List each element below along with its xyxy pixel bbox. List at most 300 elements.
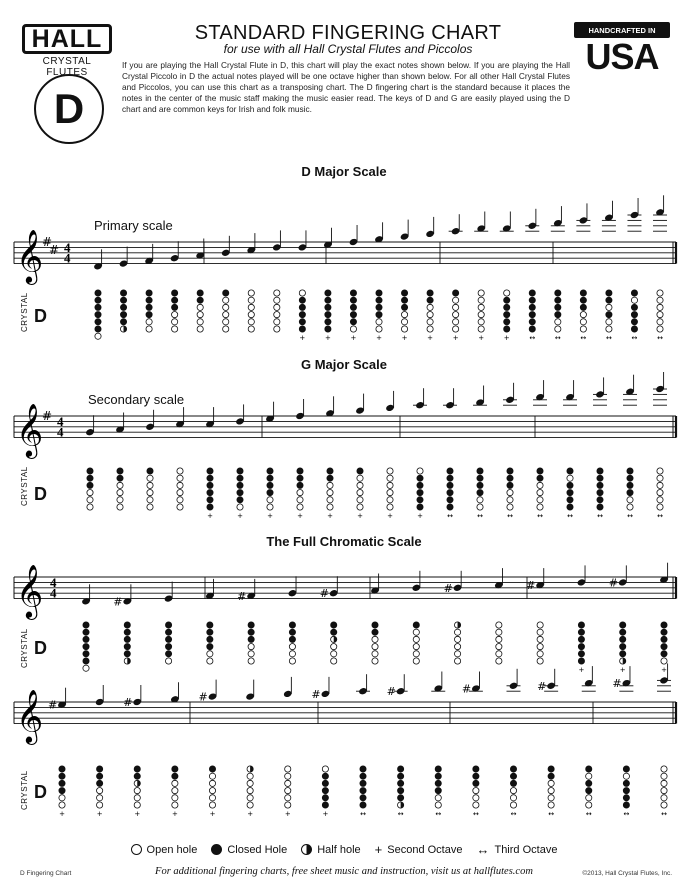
open-hole [285,773,291,779]
sharp-accidental: # [443,581,453,595]
closed-hole [207,482,213,488]
legend-third-label: Third Octave [494,843,558,856]
row-label-crystal: CRYSTAL [20,628,29,668]
open-hole [247,773,253,779]
footer-copyright: ©2013, Hall Crystal Flutes, Inc. [582,870,672,877]
closed-hole [620,629,626,635]
closed-hole [578,651,584,657]
key-letter: D [53,85,85,132]
third-octave-mark: ↔ [580,334,587,342]
open-hole [387,482,393,488]
closed-hole [357,468,363,474]
open-hole [537,497,543,503]
closed-hole [124,651,130,657]
third-octave-mark: ↔ [605,334,612,342]
closed-hole [299,297,305,303]
section-title-g-major: G Major Scale [301,357,387,372]
closed-hole [197,290,203,296]
open-hole [413,636,419,642]
open-hole [401,326,407,332]
closed-hole [447,504,453,510]
open-hole [623,773,629,779]
closed-hole [360,788,366,794]
closed-hole [427,290,433,296]
open-hole [147,482,153,488]
closed-hole [427,297,433,303]
closed-hole [360,773,366,779]
closed-hole [95,290,101,296]
third-octave-mark: ↔ [631,334,638,342]
open-hole [427,312,433,318]
open-hole [537,504,543,510]
open-hole [247,780,253,786]
closed-hole [597,482,603,488]
second-octave-mark: + [417,512,423,520]
open-hole [274,312,280,318]
closed-hole [248,629,254,635]
closed-hole [237,497,243,503]
closed-hole [165,629,171,635]
open-hole [567,475,573,481]
open-hole [322,766,328,772]
closed-hole [209,766,215,772]
second-octave-mark: + [207,512,213,520]
key-signature-sharp: # [49,243,60,258]
closed-hole [567,497,573,503]
closed-hole [360,802,366,808]
open-hole [248,651,254,657]
fingering-chromatic-2 [0,764,688,824]
third-octave-mark: ↔ [548,810,555,818]
open-hole [372,636,378,642]
time-signature-bottom: 4 [64,250,71,266]
closed-hole [237,475,243,481]
closed-hole [398,766,404,772]
closed-hole [398,795,404,801]
open-hole [297,497,303,503]
open-hole [606,304,612,310]
open-hole [172,780,178,786]
closed-hole [627,482,633,488]
open-hole [504,290,510,296]
open-hole [357,497,363,503]
closed-hole [473,766,479,772]
open-hole [657,497,663,503]
closed-hole [417,475,423,481]
closed-hole [267,475,273,481]
third-octave-mark: ↔ [510,810,517,818]
closed-hole [117,468,123,474]
open-hole [537,622,543,628]
closed-hole [372,622,378,628]
open-hole [473,788,479,794]
open-hole [496,622,502,628]
closed-hole [207,636,213,642]
closed-hole [623,795,629,801]
half-hole-icon [301,844,312,855]
logo-word: HALL [31,24,103,53]
second-octave-mark: + [503,334,510,342]
open-hole [207,651,213,657]
closed-hole [124,636,130,642]
open-hole [289,658,295,664]
closed-hole [507,475,513,481]
open-hole [537,644,543,650]
time-signature-top: 4 [64,239,71,255]
open-hole [331,651,337,657]
second-octave-mark: + [171,810,178,818]
key-signature-sharp: # [42,235,53,249]
second-octave-mark: + [452,334,459,342]
second-octave-mark: + [134,810,141,818]
closed-hole [165,622,171,628]
open-hole [248,658,254,664]
closed-hole [447,468,453,474]
closed-hole [578,658,584,664]
closed-hole [207,504,213,510]
closed-hole [537,468,543,474]
open-hole [289,644,295,650]
open-hole [627,504,633,510]
open-hole [478,297,484,303]
third-octave-mark: ↔ [397,810,404,818]
open-hole [453,297,459,303]
open-hole [285,788,291,794]
open-hole [147,475,153,481]
open-hole [209,788,215,794]
closed-hole [555,297,561,303]
legend-open [131,844,198,856]
open-hole [59,795,65,801]
open-hole [387,468,393,474]
sharp-accidental: # [123,696,133,709]
open-hole [661,802,667,808]
open-hole [473,802,479,808]
closed-hole [578,622,584,628]
open-hole [454,651,460,657]
closed-hole [97,773,103,779]
sharp-accidental: # [608,576,618,590]
open-hole [134,788,140,794]
second-octave-mark: + [350,334,357,342]
open-hole [209,795,215,801]
open-hole [172,319,178,325]
closed-hole [417,497,423,503]
row-label-key: D [34,484,47,504]
third-octave-mark: ↔ [537,512,543,520]
open-hole [586,773,592,779]
closed-hole [327,475,333,481]
closed-hole [398,773,404,779]
open-hole [327,482,333,488]
open-hole [657,482,663,488]
closed-hole [59,766,65,772]
open-hole [548,802,554,808]
closed-hole [597,475,603,481]
open-hole [207,658,213,664]
closed-hole [529,297,535,303]
open-hole [478,326,484,332]
row-label-key: D [34,306,47,326]
closed-hole [207,644,213,650]
closed-hole [529,304,535,310]
open-hole [247,802,253,808]
badge-word: USA [585,36,659,77]
third-octave-mark: ↔ [435,810,442,818]
open-hole [372,658,378,664]
open-hole [387,490,393,496]
open-hole [507,490,513,496]
closed-hole [606,290,612,296]
closed-hole [207,490,213,496]
closed-hole [510,780,516,786]
closed-hole [350,312,356,318]
open-hole [661,658,667,664]
open-hole [248,290,254,296]
open-hole [657,504,663,510]
open-hole [97,788,103,794]
closed-hole [567,504,573,510]
second-octave-mark: + [322,810,329,818]
open-hole [134,795,140,801]
open-hole [661,788,667,794]
closed-hole [435,780,441,786]
open-hole [413,651,419,657]
row-label-key: D [34,782,47,802]
closed-hole [350,304,356,310]
closed-hole [325,326,331,332]
open-hole [387,504,393,510]
open-hole [454,629,460,635]
legend-half [301,844,360,856]
open-hole [285,766,291,772]
open-hole [147,490,153,496]
closed-hole [207,497,213,503]
closed-hole [661,636,667,642]
closed-hole [248,622,254,628]
closed-hole [580,304,586,310]
closed-hole [548,766,554,772]
closed-hole [124,644,130,650]
second-octave-mark: + [59,810,65,818]
open-hole [327,504,333,510]
open-hole [657,326,663,332]
closed-hole [631,290,637,296]
open-hole [285,802,291,808]
open-hole [478,319,484,325]
open-hole [413,644,419,650]
open-hole [606,319,612,325]
legend-open-label: Open hole [146,843,198,856]
third-octave-mark: ↔ [529,334,536,342]
open-hole [248,319,254,325]
open-hole [274,297,280,303]
open-hole [97,795,103,801]
open-hole [661,766,667,772]
open-hole [87,490,93,496]
second-octave-mark: + [96,810,103,818]
closed-hole [350,297,356,303]
legend-closed [211,844,287,856]
open-hole [248,644,254,650]
open-hole [223,319,229,325]
open-hole [478,312,484,318]
closed-hole [331,629,337,635]
open-hole [146,319,152,325]
closed-hole [548,773,554,779]
closed-hole [578,644,584,650]
third-octave-mark: ↔ [657,512,663,520]
fingering-d-major [0,288,688,348]
closed-hole [289,636,295,642]
open-hole [177,475,183,481]
closed-hole [623,780,629,786]
open-hole [97,802,103,808]
closed-hole [529,290,535,296]
open-hole [453,312,459,318]
third-octave-mark: ↔ [447,512,453,520]
open-hole [417,468,423,474]
closed-hole [606,312,612,318]
open-hole [350,326,356,332]
closed-hole [529,326,535,332]
section-title-d-major: D Major Scale [301,164,387,179]
open-hole [657,490,663,496]
closed-hole [172,290,178,296]
closed-hole [631,304,637,310]
closed-hole [567,490,573,496]
sharp-accidental: # [461,682,472,696]
sharp-accidental: # [113,595,123,609]
third-octave-mark: ↔ [472,810,479,818]
closed-hole [477,482,483,488]
legend-second-label: Second Octave [387,843,463,856]
closed-hole [661,651,667,657]
sharp-accidental: # [386,685,396,699]
open-hole [172,326,178,332]
open-hole [172,795,178,801]
open-hole [209,802,215,808]
open-hole [117,490,123,496]
open-hole [117,482,123,488]
open-hole [537,636,543,642]
closed-hole [325,297,331,303]
open-hole [657,312,663,318]
closed-hole [134,766,140,772]
third-octave-mark: ↔ [627,512,633,520]
open-hole [548,795,554,801]
open-hole [274,304,280,310]
closed-hole [417,490,423,496]
closed-hole [360,795,366,801]
open-hole [237,504,243,510]
closed-hole [120,290,126,296]
closed-hole [120,319,126,325]
open-hole [496,644,502,650]
section-title-chromatic: The Full Chromatic Scale [266,534,422,549]
open-hole [177,490,183,496]
closed-hole [447,490,453,496]
closed-hole [350,290,356,296]
open-hole [267,504,273,510]
closed-hole [627,468,633,474]
closed-hole [477,468,483,474]
open-hole [657,290,663,296]
open-hole [537,651,543,657]
closed-hole [360,766,366,772]
closed-hole [146,290,152,296]
open-hole [657,468,663,474]
closed-hole [146,312,152,318]
open-hole [87,497,93,503]
sharp-accidental: # [311,687,321,701]
open-hole [223,326,229,332]
open-hole [87,504,93,510]
open-hole [197,326,203,332]
open-hole [473,795,479,801]
open-hole [172,788,178,794]
closed-hole [447,475,453,481]
third-octave-mark: ↔ [657,334,663,342]
staff-g-major [0,402,688,462]
open-hole [95,333,101,339]
closed-hole [504,304,510,310]
closed-hole [529,319,535,325]
legend-second-octave [375,842,463,857]
closed-hole [578,636,584,642]
intro-paragraph: If you are playing the Hall Crystal Flute in D, this chart will play the exact notes shown below. If you are playing the Hall Crystal Piccolo in D the actual notes played will be one octave higher than shown below. For all other Hall Crystal Flutes and Piccolos, you can use this chart as a transposing chart. The D fingering chart is the standard because it places the notes in the center of the music staff making the music easier read. The keys of D and G are easily played using the D chart and are common keys for Irish and folk music. [122,60,570,115]
closed-hole [299,304,305,310]
closed-hole [620,636,626,642]
second-octave-mark: + [401,334,408,342]
open-hole [289,651,295,657]
open-hole [147,497,153,503]
closed-hole [237,468,243,474]
closed-hole [555,304,561,310]
second-octave-mark: + [297,512,303,520]
open-hole [59,802,65,808]
closed-hole [146,304,152,310]
second-octave-mark: + [387,512,393,520]
closed-hole [207,468,213,474]
logo-subtitle: CRYSTAL FLUTES [42,56,92,78]
closed-hole [299,326,305,332]
closed-hole [398,788,404,794]
closed-hole [586,766,592,772]
closed-hole [322,773,328,779]
sharp-accidental: # [48,698,58,712]
open-hole [657,475,663,481]
open-hole [435,802,441,808]
open-hole [372,644,378,650]
second-octave-mark: + [209,810,216,818]
open-hole [586,795,592,801]
closed-hole [97,766,103,772]
closed-hole [661,622,667,628]
closed-hole [507,468,513,474]
open-hole [580,319,586,325]
legend-closed-label: Closed Hole [227,843,288,856]
closed-hole [117,475,123,481]
open-hole [627,497,633,503]
treble-clef-icon: 𝄞 [16,563,44,618]
open-hole [297,504,303,510]
open-hole [376,326,382,332]
closed-hole [289,629,295,635]
page-title: STANDARD FINGERING CHART [194,22,502,44]
closed-hole [325,319,331,325]
open-hole [657,319,663,325]
